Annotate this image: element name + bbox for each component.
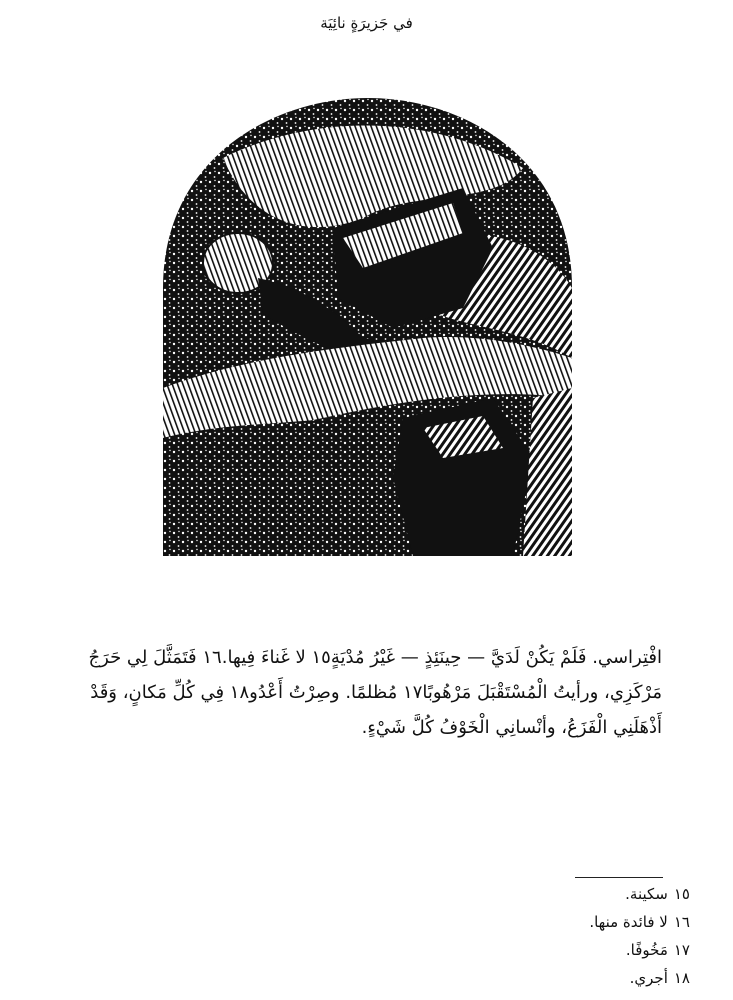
footnote-item — [380, 880, 690, 908]
footnote-number: ١٥ — [673, 885, 690, 903]
footnote-item — [380, 964, 690, 992]
footnote-item — [380, 908, 690, 936]
footnote-text: سكينة. — [625, 885, 668, 903]
footnote-divider — [575, 877, 663, 878]
running-head: في جَزيرَةٍ نائِيَة — [320, 14, 413, 32]
engraving-castaway-on-rocks-icon — [163, 98, 572, 556]
footnote-text: لا فائدة منها. — [589, 913, 668, 931]
footnote-number: ١٨ — [673, 969, 690, 987]
footnote-text: أجري. — [629, 969, 668, 987]
body-paragraph: افْتِراسي. فَلَمْ يَكُنْ لَدَيَّ — حِينَئِذٍ — غَيْرُ مُدْيَةٍ١٥ لا غَناءَ فِيها.١٦ فَتَمَثَّلَ لِي حَرَجُ مَرْكَزِي، ورأيتُ الْمُسْتَقْبَلَ مَرْهُوبًا١٧ مُظلمًا. وصِرْتُ أَعْدُو١٨ فِي كُلِّ مَكانٍ، وَقَدْ أَذْهَلَنِي الْفَزَعُ، وأنْسانِي الْخَوْفُ كُلَّ شَيْءٍ. — [88, 647, 662, 738]
footnote-number: ١٧ — [673, 941, 690, 959]
footnote-text: مَخُوفًا. — [625, 941, 668, 959]
body-text — [72, 640, 662, 745]
footnotes — [380, 880, 690, 992]
footnote-number: ١٦ — [673, 913, 690, 931]
footnote-item — [380, 936, 690, 964]
